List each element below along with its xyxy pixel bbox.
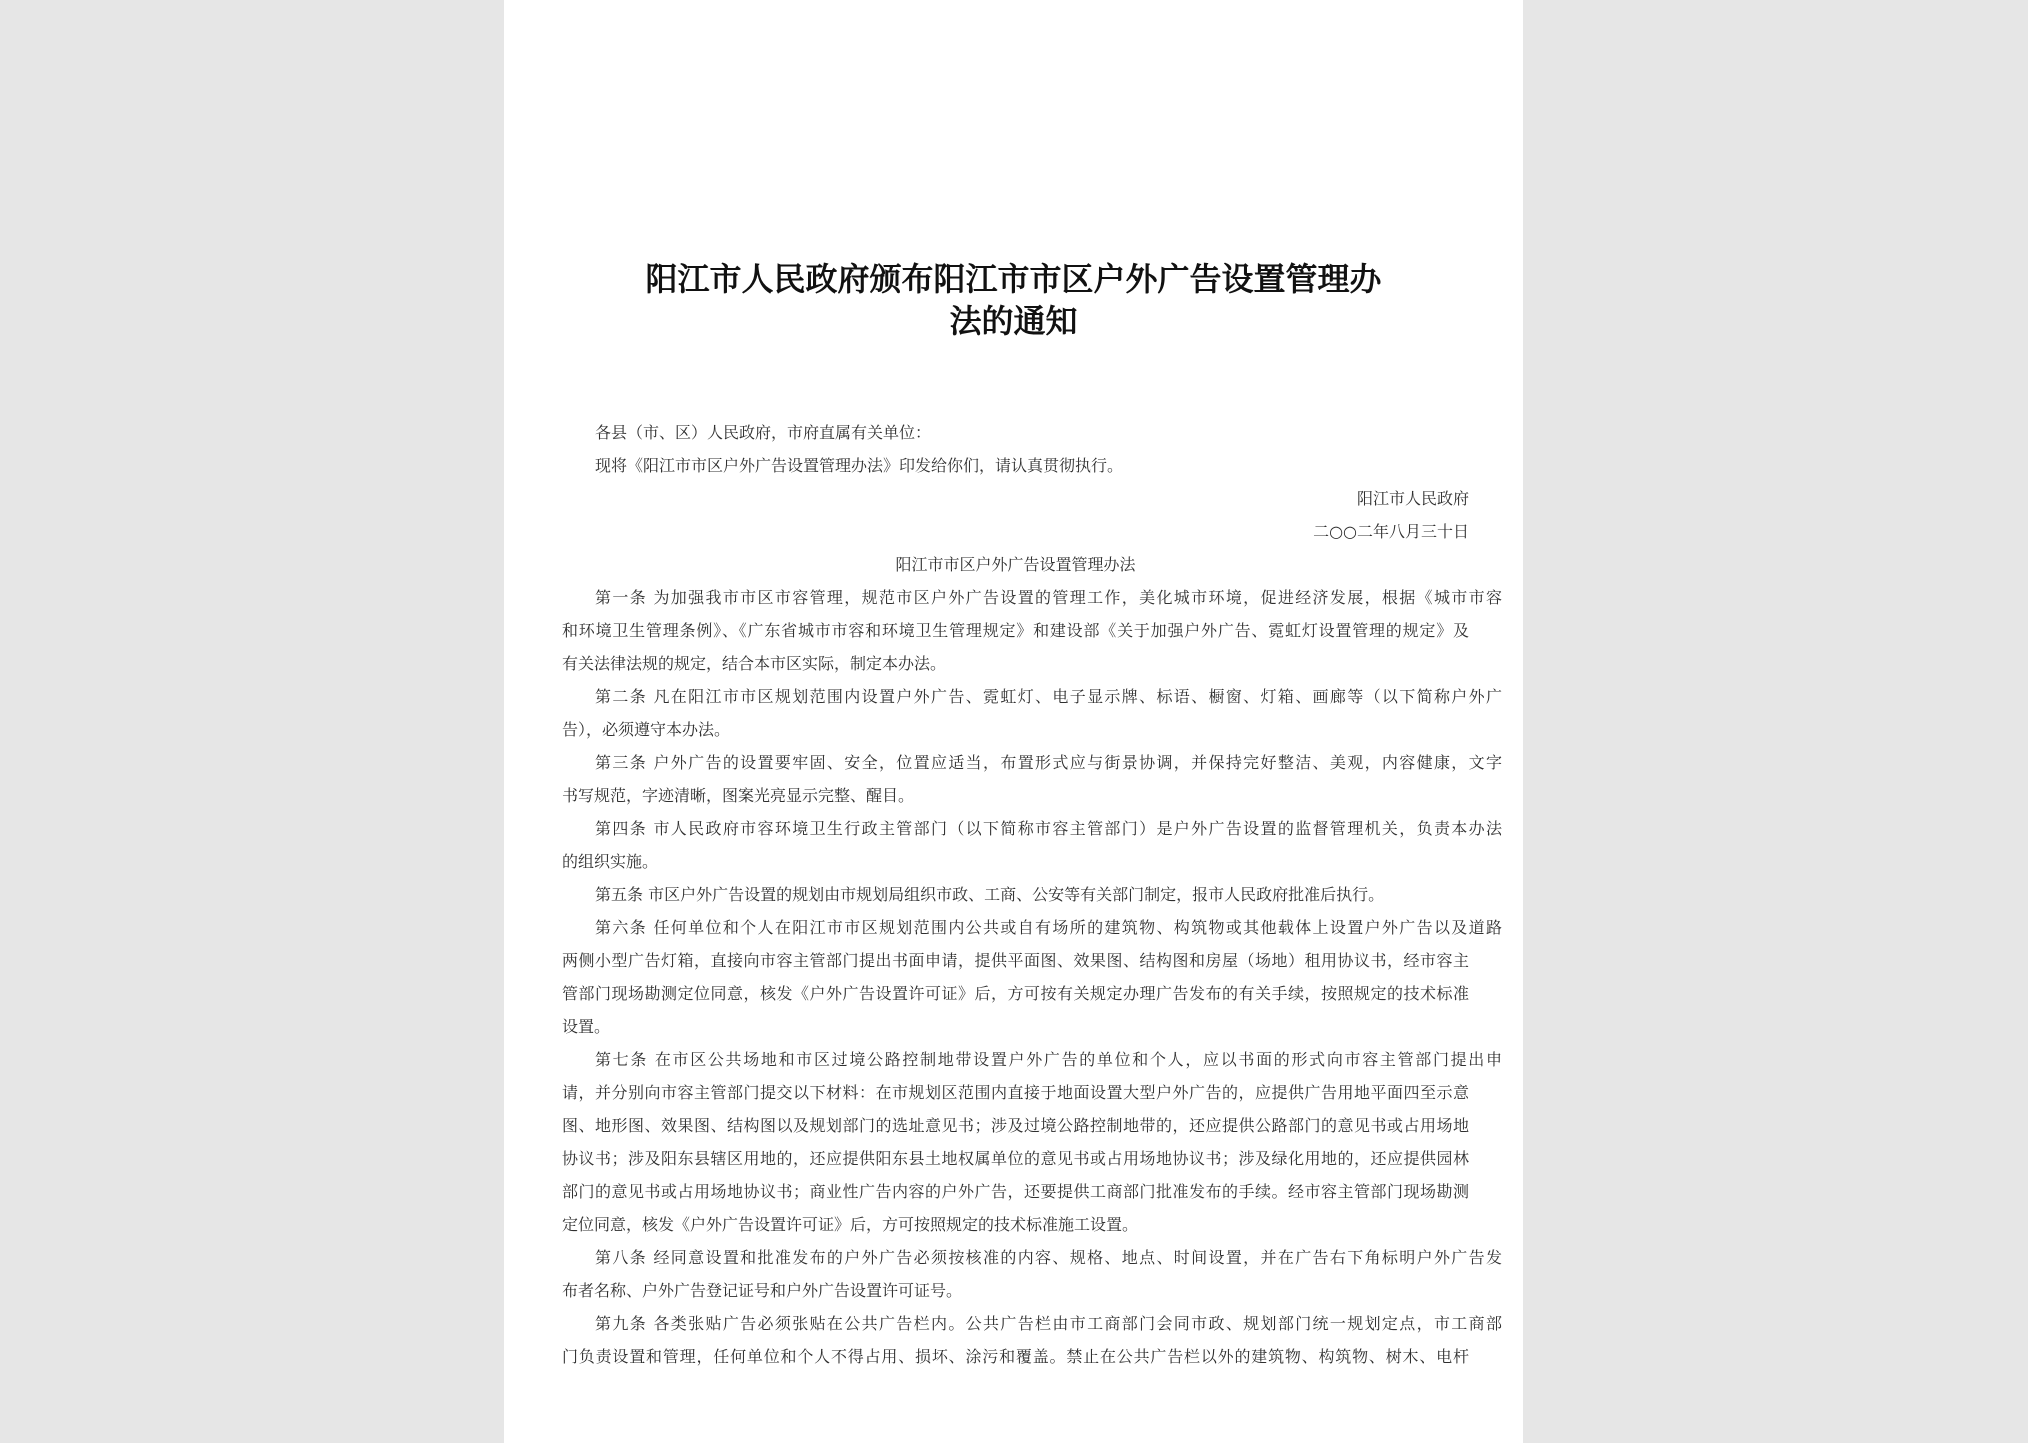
article-3-line: 第三条 户外广告的设置要牢固、安全，位置应适当，布置形式应与街景协调，并保持完好整洁、美观，内容健康，文字: [595, 753, 1502, 772]
article-8-line: 第八条 经同意设置和批准发布的户外广告必须按核准的内容、规格、地点、时间设置，并在广告右下角标明户外广告发: [595, 1248, 1502, 1267]
article-1-line: 第一条 为加强我市市区市容管理，规范市区户外广告设置的管理工作，美化城市环境，促进经济发展，根据《城市市容: [595, 588, 1502, 607]
article-7-line: 定位同意，核发《户外广告设置许可证》后，方可按照规定的技术标准施工设置。: [562, 1215, 1139, 1234]
article-3-line: 书写规范，字迹清晰，图案光亮显示完整、醒目。: [562, 786, 915, 805]
document-title-line: 阳江市人民政府颁布阳江市市区户外广告设置管理办: [645, 260, 1382, 298]
article-6-line: 设置。: [562, 1017, 611, 1036]
document-page: [504, 0, 1523, 1443]
article-7-line: 协议书；涉及阳东县辖区用地的，还应提供阳东县土地权属单位的意见书或占用场地协议书；涉及绿化用地的，还应提供园林: [562, 1149, 1469, 1168]
article-4-line: 的组织实施。: [562, 852, 659, 871]
document-title: [504, 258, 1523, 342]
article-1-line: 和环境卫生管理条例》、《广东省城市市容和环境卫生管理规定》和建设部《关于加强户外广告、霓虹灯设置管理的规定》及: [562, 621, 1469, 640]
salutation: 各县（市、区）人民政府，市府直属有关单位：: [595, 423, 932, 442]
article-6-line: 管部门现场勘测定位同意，核发《户外广告设置许可证》后，方可按有关规定办理广告发布的有关手续，按照规定的技术标准: [562, 984, 1469, 1003]
article-7-line: 图、地形图、效果图、结构图以及规划部门的选址意见书；涉及过境公路控制地带的，还应提供公路部门的意见书或占用场地: [562, 1116, 1469, 1135]
article-1-line: 有关法律法规的规定，结合本市区实际，制定本办法。: [562, 654, 947, 673]
article-9-line: 门负责设置和管理，任何单位和个人不得占用、损坏、涂污和覆盖。禁止在公共广告栏以外的建筑物、构筑物、树木、电杆: [562, 1347, 1469, 1366]
article-2-line: 第二条 凡在阳江市市区规划范围内设置户外广告、霓虹灯、电子显示牌、标语、橱窗、灯箱、画廊等（以下简称户外广: [595, 687, 1502, 706]
document-title-line: 法的通知: [949, 302, 1078, 340]
article-4-line: 第四条 市人民政府市容环境卫生行政主管部门（以下简称市容主管部门）是户外广告设置的监督管理机关，负责本办法: [595, 819, 1502, 838]
notice-text: 现将《阳江市市区户外广告设置管理办法》印发给你们，请认真贯彻执行。: [595, 456, 1124, 475]
article-7-line: 请，并分别向市容主管部门提交以下材料：在市规划区范围内直接于地面设置大型户外广告的，应提供广告用地平面四至示意: [562, 1083, 1469, 1102]
article-7-line: 第七条 在市区公共场地和市区过境公路控制地带设置户外广告的单位和个人，应以书面的形式向市容主管部门提出申: [595, 1050, 1502, 1069]
regulation-title: 阳江市市区户外广告设置管理办法: [895, 555, 1136, 574]
article-2-line: 告），必须遵守本办法。: [562, 720, 731, 739]
article-6-line: 两侧小型广告灯箱，直接向市容主管部门提出书面申请，提供平面图、效果图、结构图和房屋（场地）租用协议书，经市容主: [562, 951, 1469, 970]
issuer-signature: 阳江市人民政府: [1356, 489, 1469, 508]
issue-date: 二○○二年八月三十日: [1313, 522, 1469, 541]
article-8-line: 布者名称、户外广告登记证号和户外广告设置许可证号。: [562, 1281, 963, 1300]
article-9-line: 第九条 各类张贴广告必须张贴在公共广告栏内。公共广告栏由市工商部门会同市政、规划部门统一规划定点，市工商部: [595, 1314, 1502, 1333]
article-6-line: 第六条 任何单位和个人在阳江市市区规划范围内公共或自有场所的建筑物、构筑物或其他载体上设置户外广告以及道路: [595, 918, 1502, 937]
article-5-line: 第五条 市区户外广告设置的规划由市规划局组织市政、工商、公安等有关部门制定，报市人民政府批准后执行。: [595, 885, 1385, 904]
article-7-line: 部门的意见书或占用场地协议书；商业性广告内容的户外广告，还要提供工商部门批准发布的手续。经市容主管部门现场勘测: [562, 1182, 1469, 1201]
